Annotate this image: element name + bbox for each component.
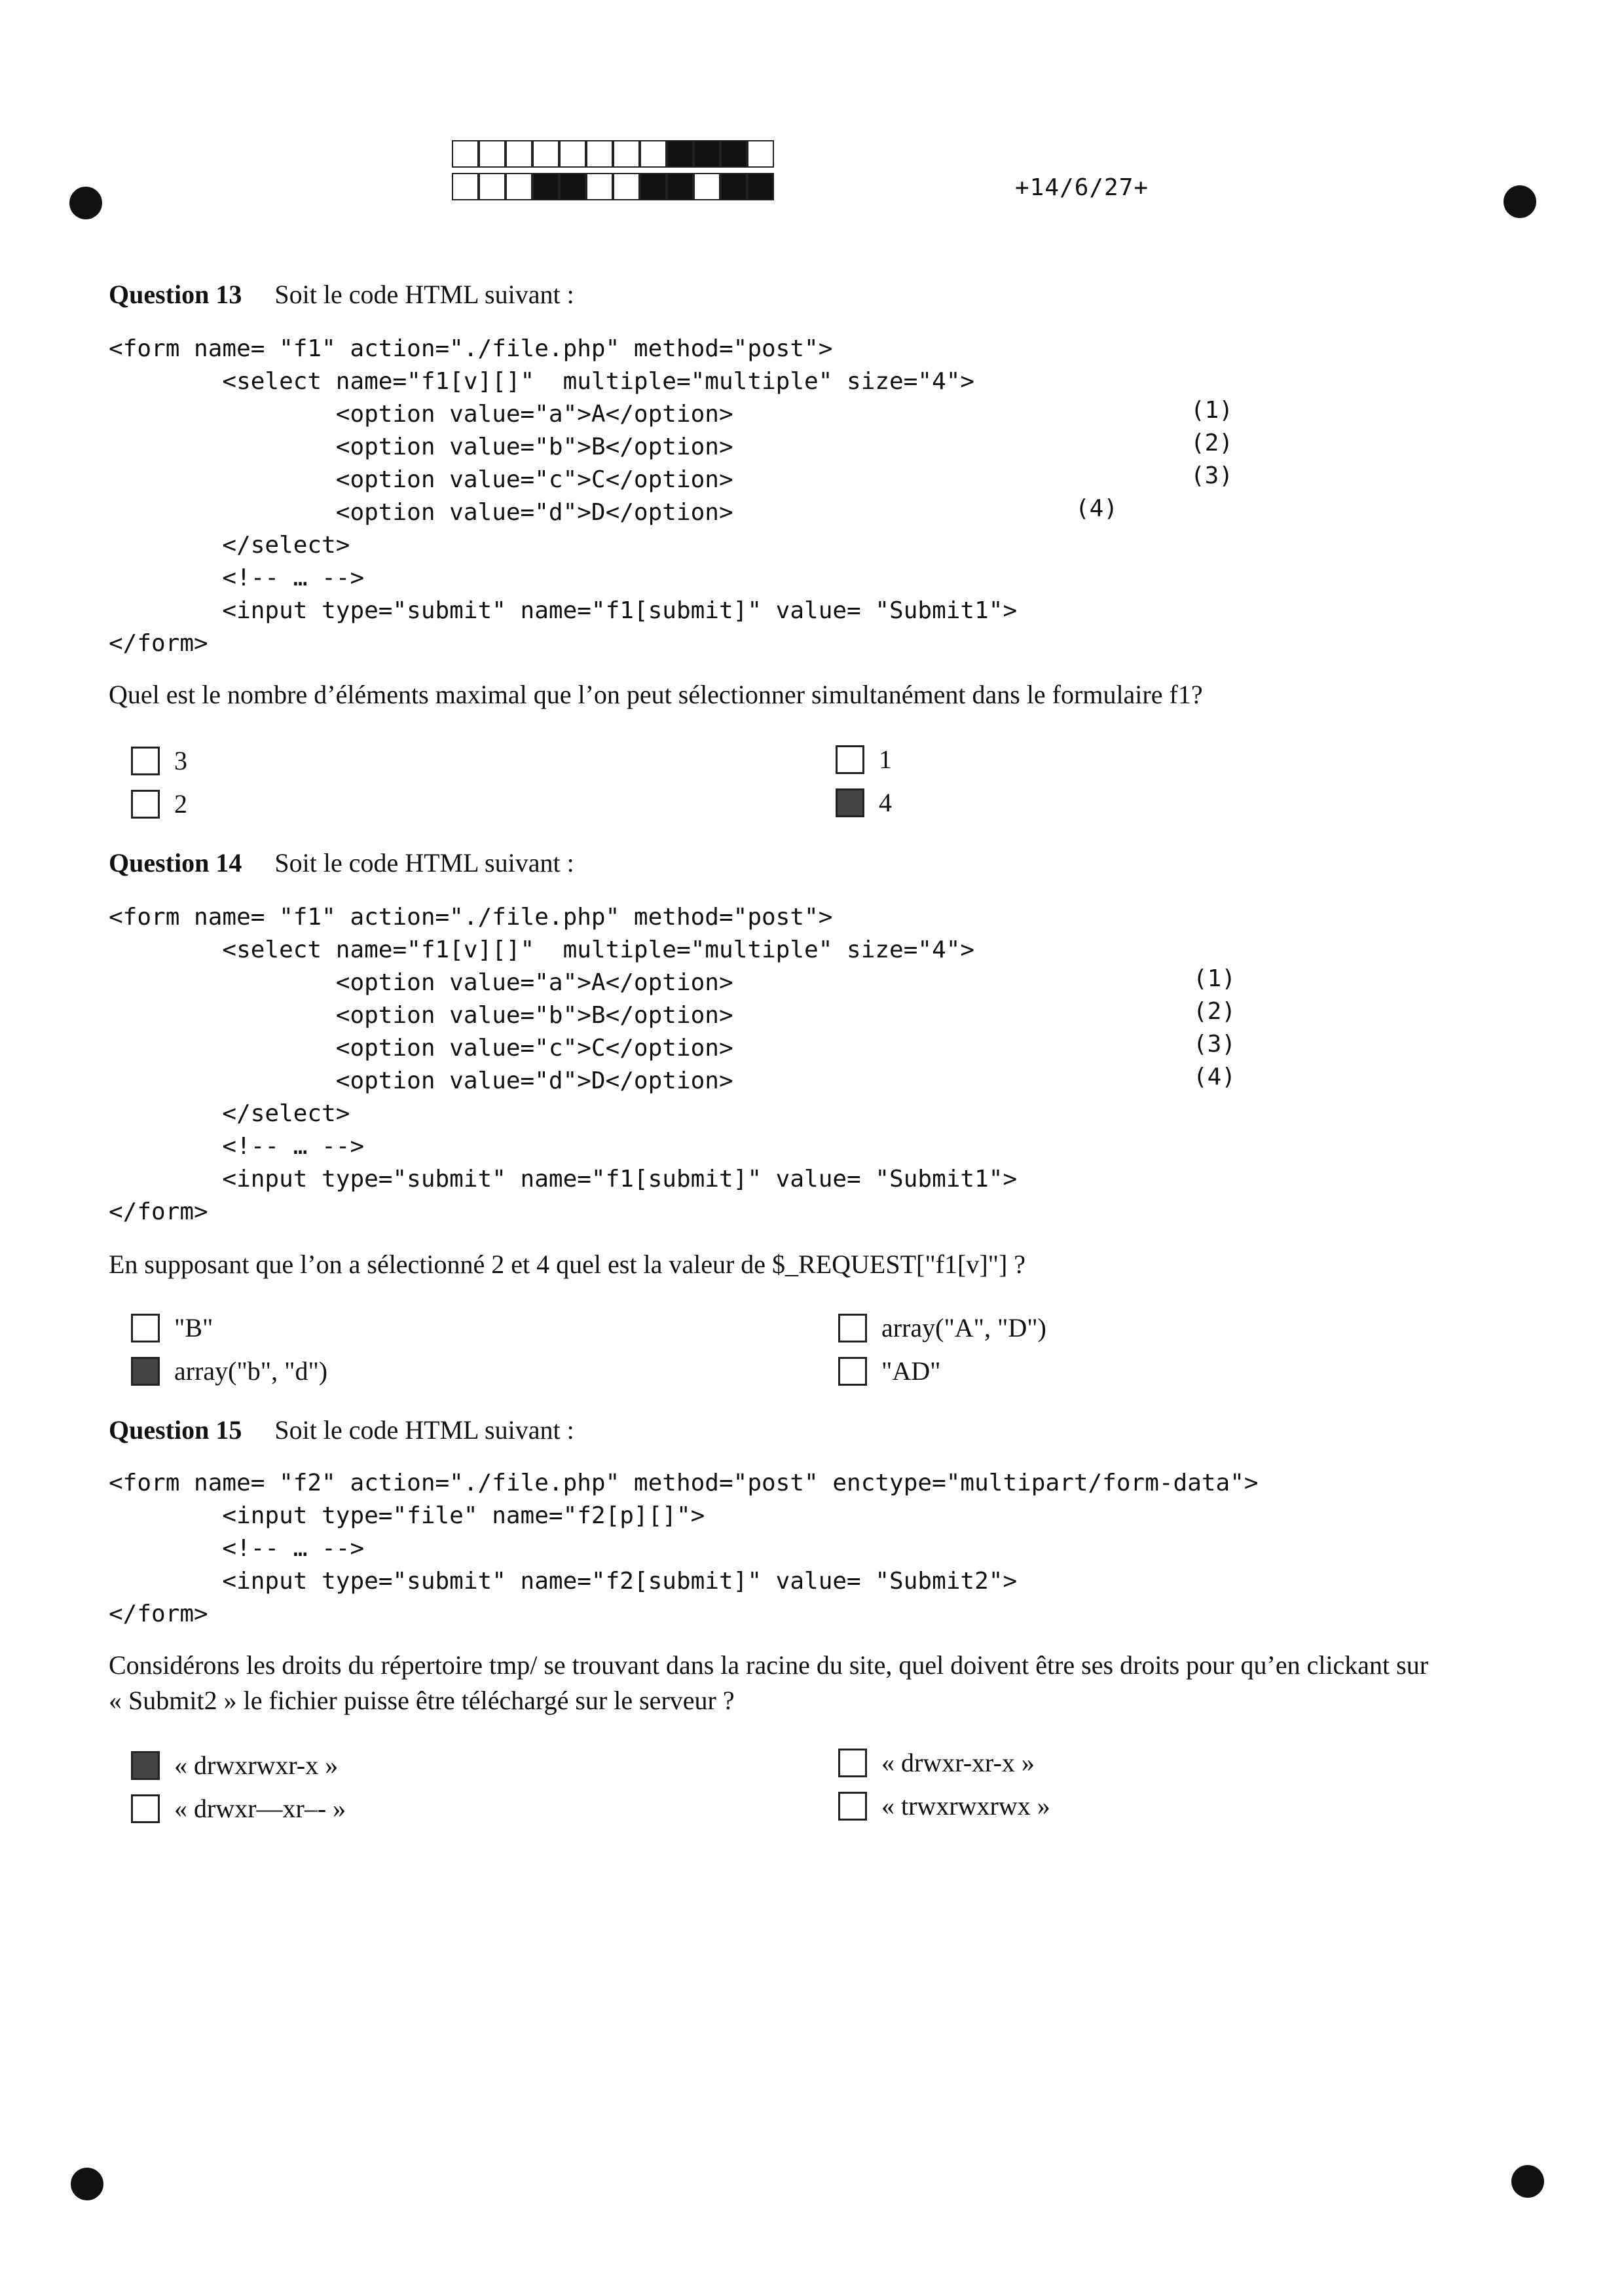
code-line: </form> bbox=[109, 1601, 208, 1627]
barcode-cell bbox=[532, 173, 559, 200]
barcode-cell bbox=[559, 140, 586, 168]
prompt-line: « Submit2 » le fichier puisse être téléchargé sur le serveur ? bbox=[109, 1686, 735, 1715]
barcode-cell bbox=[506, 173, 532, 200]
question-15-code bbox=[109, 1467, 1259, 1631]
question-intro: Soit le code HTML suivant : bbox=[274, 280, 574, 309]
question-number: Question 14 bbox=[109, 848, 242, 878]
checkbox[interactable] bbox=[131, 1751, 160, 1780]
barcode-cell bbox=[559, 173, 586, 200]
checkbox[interactable] bbox=[836, 745, 864, 774]
barcode-cell bbox=[586, 173, 613, 200]
answer-label: 2 bbox=[174, 789, 187, 819]
checkbox[interactable] bbox=[131, 1794, 160, 1823]
answer-option[interactable] bbox=[131, 1750, 338, 1781]
answer-label: 1 bbox=[879, 745, 892, 774]
checkbox[interactable] bbox=[838, 1749, 867, 1777]
question-number: Question 15 bbox=[109, 1415, 242, 1445]
registration-dot-top-left bbox=[69, 187, 102, 219]
barcode-cell bbox=[479, 173, 506, 200]
answer-option[interactable] bbox=[836, 744, 892, 775]
option-marker: (3) bbox=[1190, 462, 1234, 489]
question-15-heading bbox=[109, 1415, 574, 1445]
answer-label: array("b", "d") bbox=[174, 1356, 328, 1386]
question-14-prompt: En supposant que l’on a sélectionné 2 et 4 quel est la valeur de $_REQUEST["f1[v]"] ? bbox=[109, 1250, 1026, 1279]
barcode-cell bbox=[667, 140, 693, 168]
barcode-cell bbox=[506, 140, 532, 168]
question-intro: Soit le code HTML suivant : bbox=[274, 1415, 574, 1445]
code-line: <option value="b">B</option> bbox=[109, 1002, 733, 1029]
barcode-row-1 bbox=[452, 140, 774, 168]
question-15-prompt bbox=[109, 1648, 1523, 1718]
answer-option[interactable] bbox=[131, 1356, 327, 1386]
barcode-cell bbox=[640, 173, 667, 200]
barcode-cell bbox=[747, 173, 774, 200]
registration-dot-bottom-right bbox=[1511, 2165, 1544, 2198]
question-14-heading bbox=[109, 847, 574, 878]
barcode-cell bbox=[720, 173, 747, 200]
barcode-cell bbox=[640, 140, 667, 168]
barcode-row-2 bbox=[452, 173, 774, 200]
code-line: <option value="c">C</option> bbox=[109, 466, 733, 493]
option-marker: (4) bbox=[1075, 495, 1118, 522]
prompt-line: Considérons les droits du répertoire tmp/ se trouvant dans la racine du site, quel doivent être ses droits pour qu’en clickant sur bbox=[109, 1650, 1429, 1680]
barcode-cell bbox=[479, 140, 506, 168]
code-line: <option value="d">D</option> bbox=[109, 499, 733, 526]
question-number: Question 13 bbox=[109, 280, 242, 309]
answer-option[interactable] bbox=[131, 745, 187, 776]
answer-option[interactable] bbox=[131, 1793, 346, 1824]
code-line: <option value="a">A</option> bbox=[109, 401, 733, 428]
barcode-cell bbox=[613, 140, 640, 168]
question-13-code bbox=[109, 333, 1017, 660]
barcode-cell bbox=[693, 140, 720, 168]
code-line: <!-- … --> bbox=[109, 1133, 365, 1160]
answer-option[interactable] bbox=[836, 787, 892, 818]
barcode-cell bbox=[452, 173, 479, 200]
checkbox[interactable] bbox=[131, 790, 160, 819]
answer-label: 4 bbox=[879, 788, 892, 817]
registration-dot-top-right bbox=[1504, 185, 1536, 218]
answer-label: « trwxrwxrwx » bbox=[881, 1791, 1050, 1821]
question-14-code bbox=[109, 901, 1017, 1229]
answer-label: 3 bbox=[174, 746, 187, 775]
checkbox[interactable] bbox=[131, 1357, 160, 1386]
checkbox[interactable] bbox=[836, 788, 864, 817]
answer-label: array("A", "D") bbox=[881, 1313, 1046, 1342]
option-marker: (2) bbox=[1190, 430, 1234, 456]
barcode-cell bbox=[667, 173, 693, 200]
page-id: +14/6/27+ bbox=[1015, 174, 1149, 201]
code-line: </select> bbox=[109, 1100, 350, 1127]
code-line: </form> bbox=[109, 1198, 208, 1225]
barcode-cell bbox=[532, 140, 559, 168]
code-line: </select> bbox=[109, 532, 350, 559]
code-line: <!-- … --> bbox=[109, 1535, 365, 1562]
answer-label: « drwxr—xr–- » bbox=[174, 1794, 346, 1823]
answer-label: "AD" bbox=[881, 1356, 941, 1386]
question-13-prompt: Quel est le nombre d’éléments maximal que l’on peut sélectionner simultanément dans le formulaire f1? bbox=[109, 680, 1203, 709]
barcode-cell bbox=[720, 140, 747, 168]
code-line: <option value="d">D</option> bbox=[109, 1067, 733, 1094]
code-line: <option value="a">A</option> bbox=[109, 969, 733, 996]
answer-option[interactable] bbox=[838, 1790, 1050, 1821]
barcode-cell bbox=[693, 173, 720, 200]
barcode-cell bbox=[452, 140, 479, 168]
code-line: <input type="submit" name="f2[submit]" value= "Submit2"> bbox=[109, 1568, 1018, 1595]
checkbox[interactable] bbox=[838, 1792, 867, 1821]
answer-option[interactable] bbox=[131, 1312, 213, 1343]
code-line: <!-- … --> bbox=[109, 565, 365, 591]
answer-option[interactable] bbox=[131, 788, 187, 819]
code-line: </form> bbox=[109, 630, 208, 657]
option-marker: (1) bbox=[1190, 397, 1234, 424]
option-marker: (2) bbox=[1193, 998, 1236, 1025]
answer-label: « drwxr-xr-x » bbox=[881, 1748, 1035, 1777]
code-line: <select name="f1[v][]" multiple="multiple" size="4"> bbox=[109, 936, 975, 963]
code-line: <option value="b">B</option> bbox=[109, 434, 733, 460]
option-marker: (3) bbox=[1193, 1031, 1236, 1058]
code-line: <form name= "f1" action="./file.php" method="post"> bbox=[109, 335, 833, 362]
checkbox[interactable] bbox=[838, 1357, 867, 1386]
code-line: <input type="file" name="f2[p][]"> bbox=[109, 1502, 705, 1529]
code-line: <select name="f1[v][]" multiple="multiple" size="4"> bbox=[109, 368, 975, 395]
checkbox[interactable] bbox=[131, 1314, 160, 1342]
registration-dot-bottom-left bbox=[71, 2168, 103, 2200]
question-13-heading bbox=[109, 279, 574, 310]
question-intro: Soit le code HTML suivant : bbox=[274, 848, 574, 878]
code-line: <option value="c">C</option> bbox=[109, 1035, 733, 1062]
barcode-cell bbox=[586, 140, 613, 168]
answer-label: "B" bbox=[174, 1313, 213, 1342]
option-marker: (4) bbox=[1193, 1064, 1236, 1090]
code-line: <form name= "f2" action="./file.php" method="post" enctype="multipart/form-data"> bbox=[109, 1470, 1259, 1496]
answer-option[interactable] bbox=[838, 1356, 940, 1386]
code-line: <input type="submit" name="f1[submit]" value= "Submit1"> bbox=[109, 597, 1018, 624]
answer-option[interactable] bbox=[838, 1747, 1035, 1778]
barcode-cell bbox=[747, 140, 774, 168]
answer-option[interactable] bbox=[838, 1312, 1046, 1343]
checkbox[interactable] bbox=[838, 1314, 867, 1342]
checkbox[interactable] bbox=[131, 747, 160, 775]
code-line: <input type="submit" name="f1[submit]" value= "Submit1"> bbox=[109, 1166, 1018, 1193]
code-line: <form name= "f1" action="./file.php" method="post"> bbox=[109, 904, 833, 931]
option-marker: (1) bbox=[1193, 965, 1236, 992]
barcode-cell bbox=[613, 173, 640, 200]
answer-label: « drwxrwxr-x » bbox=[174, 1750, 339, 1780]
